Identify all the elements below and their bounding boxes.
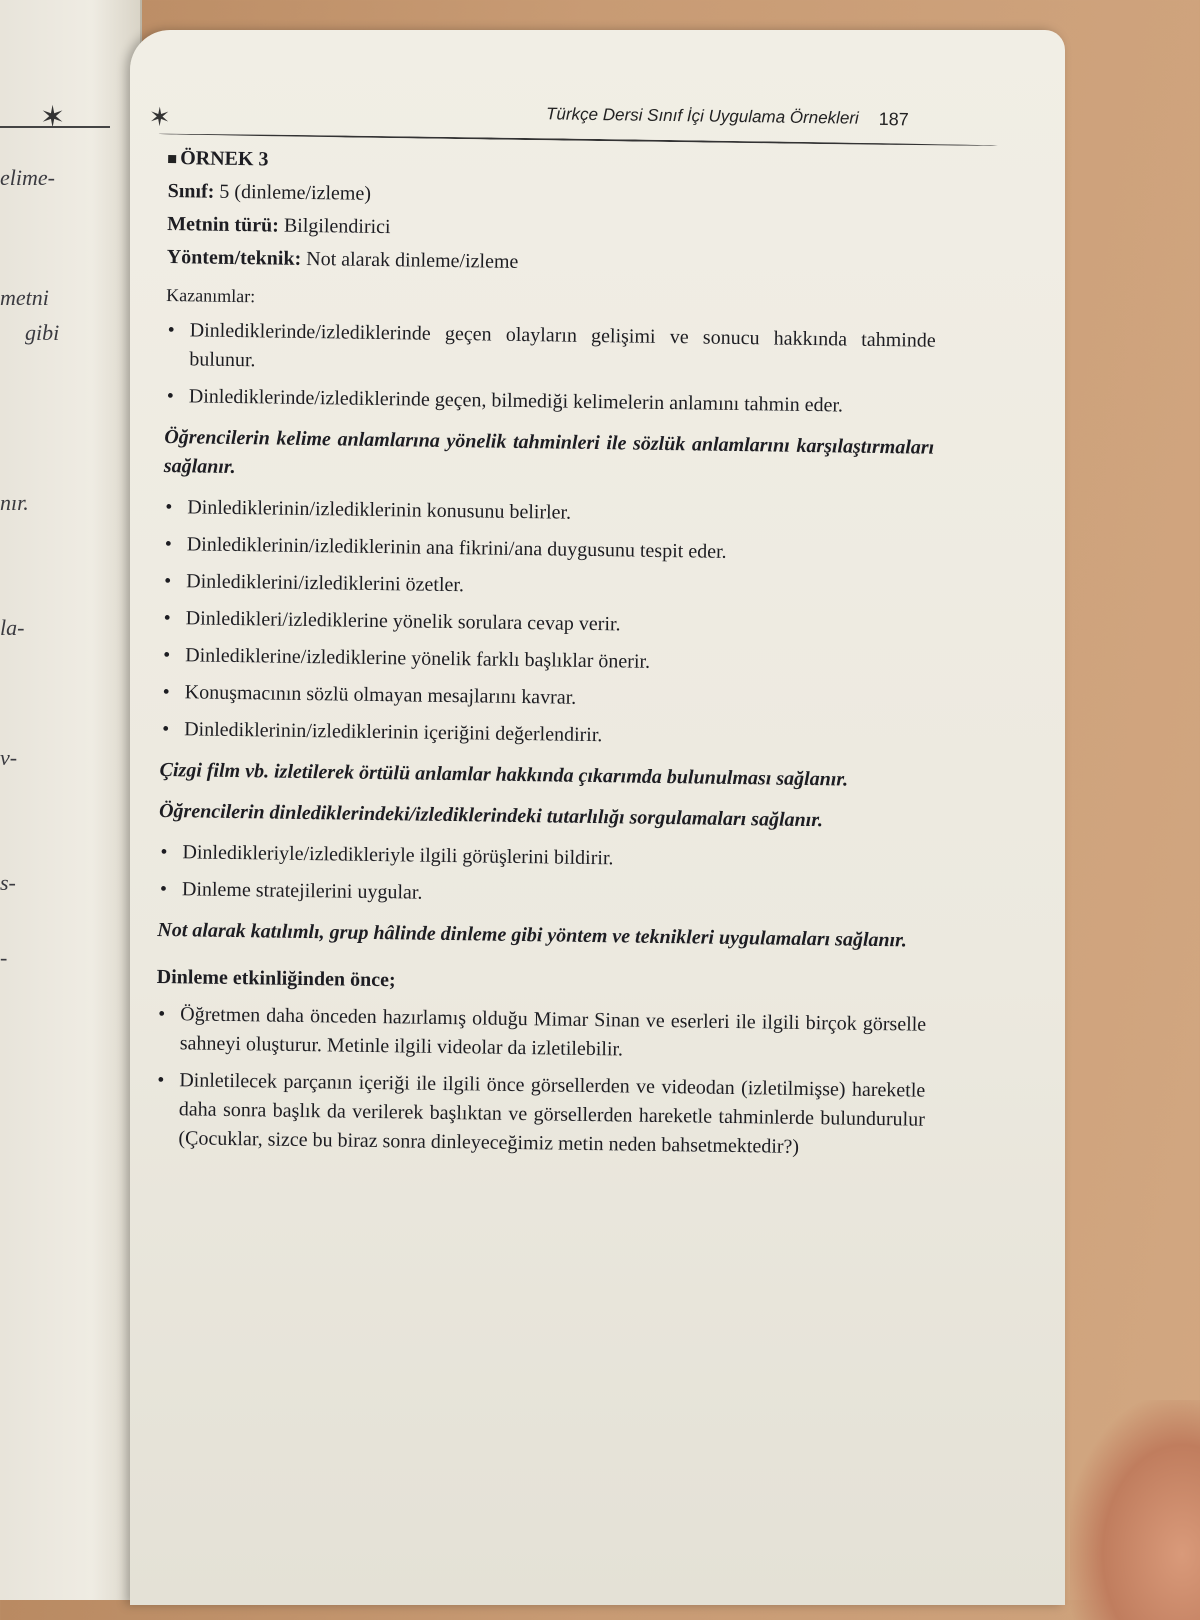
example-heading: ÖRNEK 3 bbox=[168, 144, 938, 184]
outcomes-label: Kazanımlar: bbox=[166, 285, 256, 307]
left-fragment: gibi bbox=[25, 320, 60, 345]
star-ornament-icon: ✶ bbox=[148, 102, 171, 133]
book-page bbox=[130, 30, 1065, 1605]
outcomes-list-1 bbox=[165, 316, 936, 422]
left-fragment: s- bbox=[0, 870, 16, 895]
list-item: • Dinlediklerine/izlediklerine yönelik farklı başlıklar önerir. bbox=[185, 641, 931, 680]
page-number: 187 bbox=[878, 108, 909, 130]
list-item: • Dinlediklerinin/izlediklerinin ana fikrini/ana duygusunu tespit eder. bbox=[187, 530, 933, 569]
pre-listening-list bbox=[154, 1000, 926, 1164]
list-item: • Dinlediklerini/izlediklerini özetler. bbox=[186, 567, 932, 606]
note-paragraph: Öğrencilerin dinlediklerindeki/izlediklerindeki tutarlılığı sorgulamaları sağlanır. bbox=[158, 800, 824, 832]
list-item: • Dinlediklerinde/izlediklerinde geçen olayların gelişimi ve sonucu hakkında tahminde bulunur. bbox=[189, 316, 936, 384]
left-fragment: v- bbox=[0, 745, 18, 770]
header-title: Türkçe Dersi Sınıf İçi Uygulama Örnekleri bbox=[545, 104, 859, 128]
left-fragment: elime- bbox=[0, 165, 55, 190]
pre-listening-heading: Dinleme etkinliğinden önce; bbox=[156, 966, 396, 992]
list-item: • Dinleme stratejilerini uygular. bbox=[182, 875, 928, 914]
list-item: • Dinlediklerinde/izlediklerinde geçen, bilmediği kelimelerin anlamını tahmin eder. bbox=[189, 382, 935, 421]
method-line bbox=[167, 243, 937, 283]
page-content bbox=[154, 144, 938, 1172]
text-type-value: Bilgilendirici bbox=[283, 214, 391, 239]
square-bullet-icon bbox=[168, 155, 176, 163]
left-fragment: nır. bbox=[0, 490, 29, 515]
list-item: • Dinledikleriyle/izledikleriyle ilgili görüşlerini bildirir. bbox=[182, 838, 928, 877]
list-item: • Öğretmen daha önceden hazırlamış olduğu Mimar Sinan ve eserleri ile ilgili birçok görselle sahneyi oluşturur. Metinle ilgili videolar da izletilebilir. bbox=[180, 1000, 927, 1068]
star-ornament-icon: ✶ bbox=[40, 101, 66, 134]
list-item: • Konuşmacının sözlü olmayan mesajlarını kavrar. bbox=[185, 678, 931, 717]
thumb-shadow bbox=[1070, 1400, 1200, 1620]
note-paragraph: Not alarak katılımlı, grup hâlinde dinleme gibi yöntem ve teknikleri uygulamaları sağlanır. bbox=[157, 919, 907, 952]
list-item: • Dinlediklerinin/izlediklerinin içeriğini değerlendirir. bbox=[184, 715, 930, 754]
left-fragment: metni bbox=[0, 285, 49, 310]
text-type-label: Metnin türü: bbox=[167, 213, 280, 237]
page-inner bbox=[108, 23, 1065, 1611]
grade-label: Sınıf: bbox=[167, 180, 215, 203]
list-item: • Dinletilecek parçanın içeriği ile ilgili önce görsellerden ve videodan (izletilmişse) hareketle daha sonra başlık da verilerek başlıktan ve görsellerden hareketle tahminlerde bulundurulur (Çocuklar, sizce bu biraz sonra dinleyeceğimiz metin neden bahsetmektedir?) bbox=[178, 1066, 925, 1163]
list-item: • Dinlediklerinin/izlediklerinin konusunu belirler. bbox=[187, 493, 933, 532]
note-paragraph: Öğrencilerin kelime anlamlarına yönelik tahminleri ile sözlük anlamlarını karşılaştırmaları sağlanır. bbox=[163, 426, 935, 479]
grade-value: 5 (dinleme/izleme) bbox=[219, 180, 372, 205]
list-item: • Dinledikleri/izlediklerine yönelik sorulara cevap verir. bbox=[186, 604, 932, 643]
left-fragment: la- bbox=[0, 615, 25, 640]
left-header-rule bbox=[0, 126, 110, 128]
outcomes-list-2 bbox=[160, 493, 933, 755]
header-rule bbox=[158, 133, 998, 147]
outcomes-list-3 bbox=[158, 838, 929, 915]
method-value: Not alarak dinleme/izleme bbox=[306, 247, 519, 273]
note-paragraph: Çizgi film vb. izletilerek örtülü anlamlar hakkında çıkarımda bulunulması sağlanır. bbox=[159, 759, 849, 791]
method-label: Yöntem/teknik: bbox=[166, 246, 302, 270]
left-fragment: - bbox=[0, 945, 8, 970]
